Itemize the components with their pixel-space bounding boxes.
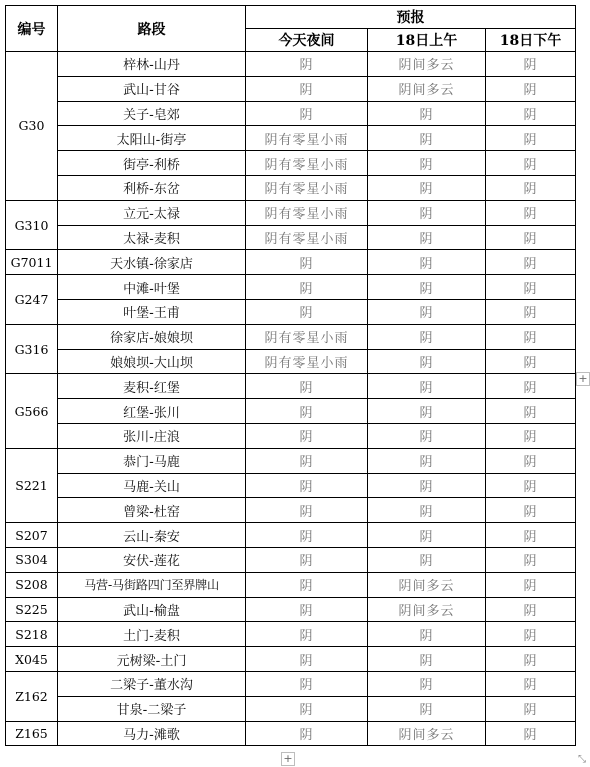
forecast-18-afternoon-cell: 阴 (486, 647, 576, 672)
forecast-18-morning-cell: 阴 (368, 299, 486, 324)
forecast-18-afternoon-cell: 阴 (486, 498, 576, 523)
route-segment-cell: 曾梁-杜窑 (58, 498, 246, 523)
forecast-18-afternoon-cell: 阴 (486, 299, 576, 324)
road-code-cell: Z165 (6, 721, 58, 746)
route-segment-cell: 麦积-红堡 (58, 374, 246, 399)
forecast-tonight-cell: 阴有零星小雨 (246, 225, 368, 250)
forecast-18-afternoon-cell: 阴 (486, 349, 576, 374)
forecast-18-morning-cell: 阴 (368, 498, 486, 523)
road-code-cell: X045 (6, 647, 58, 672)
road-code-cell: S208 (6, 572, 58, 597)
table-row (6, 175, 576, 200)
table-row (6, 275, 576, 300)
forecast-18-morning-cell: 阴 (368, 473, 486, 498)
table-row (6, 399, 576, 424)
column-header-tonight: 今天夜间 (246, 29, 368, 52)
header-row-top (6, 6, 576, 29)
table-row (6, 597, 576, 622)
forecast-18-afternoon-cell: 阴 (486, 399, 576, 424)
forecast-18-afternoon-cell: 阴 (486, 76, 576, 101)
column-header-18-afternoon: 18日下午 (486, 29, 576, 52)
forecast-tonight-cell: 阴 (246, 76, 368, 101)
forecast-18-afternoon-cell: 阴 (486, 671, 576, 696)
table-row (6, 671, 576, 696)
forecast-18-morning-cell: 阴 (368, 126, 486, 151)
table-row (6, 547, 576, 572)
forecast-18-afternoon-cell: 阴 (486, 200, 576, 225)
table-row (6, 299, 576, 324)
forecast-18-morning-cell: 阴 (368, 671, 486, 696)
route-segment-cell: 云山-秦安 (58, 523, 246, 548)
forecast-18-morning-cell: 阴 (368, 175, 486, 200)
forecast-18-morning-cell: 阴 (368, 349, 486, 374)
forecast-18-morning-cell: 阴 (368, 275, 486, 300)
forecast-tonight-cell: 阴有零星小雨 (246, 175, 368, 200)
road-code-cell: S218 (6, 622, 58, 647)
forecast-18-morning-cell: 阴 (368, 374, 486, 399)
road-weather-forecast-table (5, 5, 576, 746)
road-code-cell: G7011 (6, 250, 58, 275)
column-header-forecast: 预报 (246, 6, 576, 29)
add-column-icon[interactable]: + (576, 372, 590, 386)
table-row (6, 696, 576, 721)
route-segment-cell: 元树梁-土门 (58, 647, 246, 672)
table-row (6, 76, 576, 101)
table-row (6, 622, 576, 647)
forecast-18-afternoon-cell: 阴 (486, 572, 576, 597)
forecast-18-afternoon-cell: 阴 (486, 523, 576, 548)
route-segment-cell: 徐家店-娘娘坝 (58, 324, 246, 349)
column-header-route: 路段 (58, 6, 246, 52)
route-segment-cell: 娘娘坝-大山坝 (58, 349, 246, 374)
forecast-18-morning-cell: 阴 (368, 448, 486, 473)
forecast-tonight-cell: 阴有零星小雨 (246, 126, 368, 151)
route-segment-cell: 梓林-山丹 (58, 52, 246, 77)
forecast-18-morning-cell: 阴间多云 (368, 597, 486, 622)
forecast-table-body (6, 52, 576, 746)
forecast-18-morning-cell: 阴 (368, 523, 486, 548)
forecast-tonight-cell: 阴 (246, 250, 368, 275)
forecast-18-afternoon-cell: 阴 (486, 275, 576, 300)
forecast-18-morning-cell: 阴 (368, 423, 486, 448)
forecast-18-afternoon-cell: 阴 (486, 423, 576, 448)
forecast-18-afternoon-cell: 阴 (486, 721, 576, 746)
table-row (6, 250, 576, 275)
route-segment-cell: 太禄-麦积 (58, 225, 246, 250)
forecast-18-morning-cell: 阴 (368, 622, 486, 647)
table-row (6, 523, 576, 548)
forecast-18-morning-cell: 阴 (368, 399, 486, 424)
road-code-cell: G310 (6, 200, 58, 250)
forecast-tonight-cell: 阴 (246, 696, 368, 721)
column-header-code: 编号 (6, 6, 58, 52)
forecast-18-afternoon-cell: 阴 (486, 696, 576, 721)
forecast-18-morning-cell: 阴 (368, 547, 486, 572)
road-code-cell: Z162 (6, 671, 58, 721)
forecast-tonight-cell: 阴 (246, 448, 368, 473)
add-row-icon[interactable]: + (281, 752, 295, 766)
forecast-tonight-cell: 阴 (246, 721, 368, 746)
forecast-tonight-cell: 阴 (246, 572, 368, 597)
route-segment-cell: 天水镇-徐家店 (58, 250, 246, 275)
forecast-18-afternoon-cell: 阴 (486, 473, 576, 498)
route-segment-cell: 武山-榆盘 (58, 597, 246, 622)
forecast-tonight-cell: 阴有零星小雨 (246, 151, 368, 176)
road-code-cell: S225 (6, 597, 58, 622)
route-segment-cell: 张川-庄浪 (58, 423, 246, 448)
forecast-18-afternoon-cell: 阴 (486, 225, 576, 250)
forecast-tonight-cell: 阴有零星小雨 (246, 200, 368, 225)
route-segment-cell: 叶堡-王甫 (58, 299, 246, 324)
forecast-tonight-cell: 阴 (246, 473, 368, 498)
forecast-tonight-cell: 阴 (246, 597, 368, 622)
forecast-18-morning-cell: 阴 (368, 696, 486, 721)
forecast-tonight-cell: 阴 (246, 523, 368, 548)
forecast-18-morning-cell: 阴 (368, 647, 486, 672)
forecast-18-afternoon-cell: 阴 (486, 324, 576, 349)
forecast-18-morning-cell: 阴 (368, 200, 486, 225)
forecast-18-afternoon-cell: 阴 (486, 597, 576, 622)
forecast-tonight-cell: 阴 (246, 622, 368, 647)
road-code-cell: G247 (6, 275, 58, 325)
road-code-cell: G30 (6, 52, 58, 201)
table-row (6, 647, 576, 672)
route-segment-cell: 立元-太禄 (58, 200, 246, 225)
forecast-18-afternoon-cell: 阴 (486, 101, 576, 126)
route-segment-cell: 甘泉-二梁子 (58, 696, 246, 721)
route-segment-cell: 恭门-马鹿 (58, 448, 246, 473)
forecast-18-morning-cell: 阴间多云 (368, 76, 486, 101)
forecast-tonight-cell: 阴 (246, 547, 368, 572)
table-row (6, 200, 576, 225)
route-segment-cell: 土门-麦积 (58, 622, 246, 647)
forecast-18-afternoon-cell: 阴 (486, 151, 576, 176)
resize-handle-icon[interactable]: ⤡ (578, 754, 586, 765)
road-code-cell: G566 (6, 374, 58, 448)
forecast-18-afternoon-cell: 阴 (486, 547, 576, 572)
table-row (6, 225, 576, 250)
road-code-cell: S207 (6, 523, 58, 548)
forecast-18-afternoon-cell: 阴 (486, 126, 576, 151)
table-row (6, 101, 576, 126)
forecast-tonight-cell: 阴 (246, 52, 368, 77)
forecast-18-afternoon-cell: 阴 (486, 52, 576, 77)
forecast-18-morning-cell: 阴间多云 (368, 721, 486, 746)
table-row (6, 151, 576, 176)
table-row (6, 473, 576, 498)
table-row (6, 126, 576, 151)
route-segment-cell: 利桥-东岔 (58, 175, 246, 200)
table-row (6, 324, 576, 349)
forecast-18-morning-cell: 阴 (368, 225, 486, 250)
route-segment-cell: 马营-马街路四门至界牌山 (58, 572, 246, 597)
forecast-18-morning-cell: 阴间多云 (368, 572, 486, 597)
forecast-18-morning-cell: 阴 (368, 324, 486, 349)
forecast-tonight-cell: 阴 (246, 647, 368, 672)
forecast-tonight-cell: 阴 (246, 275, 368, 300)
road-code-cell: G316 (6, 324, 58, 374)
column-header-18-morning: 18日上午 (368, 29, 486, 52)
forecast-18-morning-cell: 阴 (368, 151, 486, 176)
forecast-18-afternoon-cell: 阴 (486, 250, 576, 275)
forecast-18-morning-cell: 阴间多云 (368, 52, 486, 77)
route-segment-cell: 安伏-莲花 (58, 547, 246, 572)
forecast-18-afternoon-cell: 阴 (486, 374, 576, 399)
route-segment-cell: 红堡-张川 (58, 399, 246, 424)
road-code-cell: S304 (6, 547, 58, 572)
forecast-tonight-cell: 阴 (246, 423, 368, 448)
forecast-18-afternoon-cell: 阴 (486, 448, 576, 473)
forecast-18-morning-cell: 阴 (368, 250, 486, 275)
table-row (6, 52, 576, 77)
route-segment-cell: 太阳山-街亭 (58, 126, 246, 151)
forecast-tonight-cell: 阴 (246, 498, 368, 523)
forecast-tonight-cell: 阴有零星小雨 (246, 349, 368, 374)
table-row (6, 349, 576, 374)
route-segment-cell: 马力-滩歌 (58, 721, 246, 746)
route-segment-cell: 中滩-叶堡 (58, 275, 246, 300)
table-row (6, 721, 576, 746)
forecast-tonight-cell: 阴 (246, 399, 368, 424)
table-row (6, 374, 576, 399)
forecast-tonight-cell: 阴 (246, 101, 368, 126)
route-segment-cell: 街亭-利桥 (58, 151, 246, 176)
route-segment-cell: 武山-甘谷 (58, 76, 246, 101)
road-code-cell: S221 (6, 448, 58, 522)
forecast-18-afternoon-cell: 阴 (486, 175, 576, 200)
table-row (6, 423, 576, 448)
forecast-tonight-cell: 阴 (246, 374, 368, 399)
forecast-18-afternoon-cell: 阴 (486, 622, 576, 647)
forecast-18-morning-cell: 阴 (368, 101, 486, 126)
table-row (6, 498, 576, 523)
table-row (6, 572, 576, 597)
forecast-tonight-cell: 阴 (246, 299, 368, 324)
route-segment-cell: 二梁子-董水沟 (58, 671, 246, 696)
forecast-tonight-cell: 阴有零星小雨 (246, 324, 368, 349)
route-segment-cell: 关子-皂郊 (58, 101, 246, 126)
route-segment-cell: 马鹿-关山 (58, 473, 246, 498)
table-row (6, 448, 576, 473)
forecast-tonight-cell: 阴 (246, 671, 368, 696)
